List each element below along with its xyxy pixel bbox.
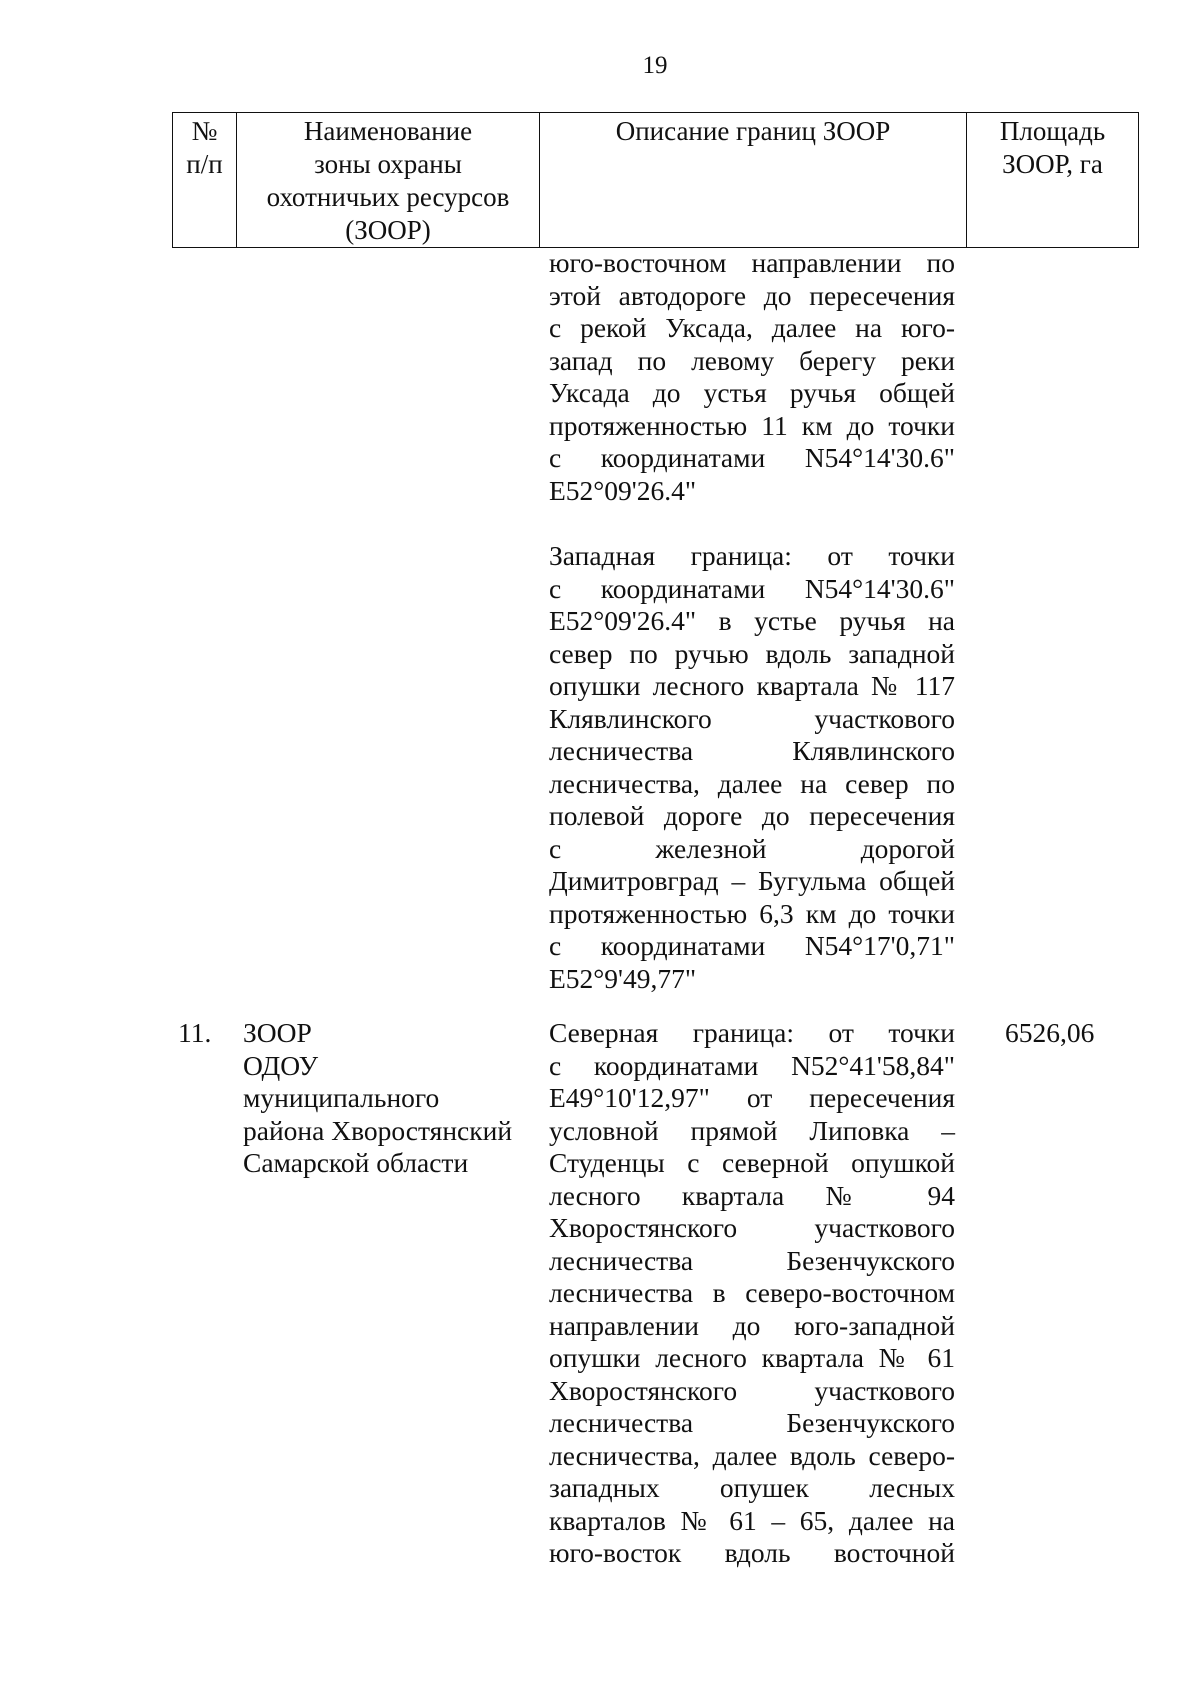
description-line: лесничества Клявлинского	[549, 735, 955, 766]
description-line: Хворостянского участкового	[549, 1374, 955, 1406]
description-line: E52°09'26.4" в устье ручья на	[549, 605, 955, 636]
header-number-line: №	[191, 116, 218, 146]
description-line: юго-восток вдоль восточной	[549, 1537, 955, 1568]
description-line: кварталов № 61 – 65, далее на	[549, 1504, 955, 1536]
zone-name-line: Самарской области	[243, 1147, 469, 1178]
description-line: с рекой Уксада, далее на юго-	[549, 312, 955, 343]
description-line: опушки лесного квартала № 117	[549, 670, 955, 701]
row-11-zone-name	[243, 1017, 543, 1180]
description-line: E49°10'12,97" от пересечения	[549, 1082, 955, 1113]
description-line: опушки лесного квартала № 61	[549, 1342, 955, 1373]
description-line: с координатами N52°41'58,84"	[549, 1049, 955, 1081]
header-zone-name-line: (ЗООР)	[345, 215, 431, 245]
header-area-line: Площадь	[999, 116, 1106, 146]
zone-name-line: муниципального	[243, 1082, 440, 1113]
row-11-area	[1005, 1017, 1125, 1050]
description-line: с железной дорогой	[549, 832, 955, 864]
description-line: с координатами N54°17'0,71"	[549, 930, 955, 961]
description-line: этой автодороге до пересечения	[549, 279, 955, 311]
description-line: условной прямой Липовка –	[549, 1114, 955, 1146]
zone-name-line: ЗООР	[243, 1017, 312, 1048]
description-line: Хворостянского участкового	[549, 1212, 955, 1243]
table-header	[172, 112, 1139, 248]
description-line: юго-восточном направлении по	[549, 247, 955, 278]
description-line: лесничества, далее вдоль северо-	[549, 1439, 955, 1471]
description-line: протяженностью 11 км до точки	[549, 409, 955, 441]
description-line: Северная граница: от точки	[549, 1017, 955, 1048]
header-number	[173, 113, 237, 248]
row-11-number	[178, 1017, 238, 1050]
description-line: Клявлинского участкового	[549, 702, 955, 734]
header-zone-name-line: Наименование	[303, 116, 473, 146]
description-line: лесничества, далее на север по	[549, 767, 955, 799]
description-line: направлении до юго-западной	[549, 1309, 955, 1341]
description-line: протяженностью 6,3 км до точки	[549, 897, 955, 929]
header-zone-name	[237, 113, 540, 248]
description-line: западных опушек лесных	[549, 1472, 955, 1503]
description-line: лесничества Безенчукского	[549, 1407, 955, 1438]
row-11-boundary-description	[549, 1017, 955, 1570]
header-number-line: п/п	[186, 149, 223, 179]
header-zone-name-line: зоны охраны	[314, 149, 462, 179]
description-line: Уксада до устья ручья общей	[549, 377, 955, 408]
description-line: запад по левому берегу реки	[549, 344, 955, 376]
area-value: 6526,06	[1005, 1017, 1095, 1048]
zone-name-line: района Хворостянский	[243, 1114, 513, 1146]
description-line: лесничества Безенчукского	[549, 1244, 955, 1276]
description-line: E52°9'49,77"	[549, 962, 697, 994]
description-line: с координатами N54°14'30.6"	[549, 442, 955, 473]
description-line: лесничества в северо-восточном	[549, 1277, 955, 1308]
header-area	[967, 113, 1139, 248]
row-number: 11.	[178, 1017, 212, 1048]
header-boundary-description-line: Описание границ ЗООР	[615, 116, 891, 146]
description-line: Студенцы с северной опушкой	[549, 1147, 955, 1178]
description-line: полевой дороге до пересечения	[549, 800, 955, 831]
description-line: Димитровград – Бугульма общей	[549, 865, 955, 896]
header-area-line: ЗООР, га	[1002, 149, 1103, 179]
description-line: север по ручью вдоль западной	[549, 637, 955, 669]
continuation-description-block-1	[549, 247, 955, 507]
zone-name-line: ОДОУ	[243, 1049, 319, 1081]
description-line: с координатами N54°14'30.6"	[549, 572, 955, 604]
header-boundary-description	[540, 113, 967, 248]
description-line: E52°09'26.4"	[549, 474, 697, 506]
page-number: 19	[642, 52, 668, 79]
continuation-description-block-2	[549, 540, 955, 995]
description-line: Западная граница: от точки	[549, 540, 955, 571]
header-zone-name-line: охотничьих ресурсов	[266, 182, 510, 212]
description-line: лесного квартала № 94	[549, 1179, 955, 1211]
